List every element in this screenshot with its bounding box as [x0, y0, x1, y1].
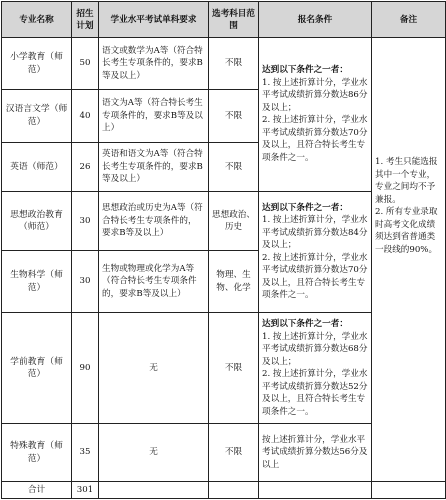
quota-value: 90	[72, 312, 99, 424]
condition-item: 1. 按上述折算计分，学业水平考试成绩折算分数达68分及以上；	[262, 331, 368, 367]
empty-cell	[259, 481, 372, 498]
header-major: 专业名称	[2, 2, 72, 38]
conditions-group-2	[259, 191, 372, 312]
header-subject-range: 选考科目范围	[209, 2, 259, 38]
major-name: 小学教育（师范）	[2, 38, 72, 90]
subject-range: 不限	[209, 38, 259, 90]
subject-range: 不限	[209, 142, 259, 191]
subject-range: 思想政治、历史	[209, 191, 259, 250]
condition-item: 2. 按上述折算计分，学业水平考试成绩折算分数达70分及以上，且符合特长考生专项条件之一。	[262, 252, 368, 301]
major-name: 思想政治教育（师范）	[2, 191, 72, 250]
major-name: 特殊教育（师范）	[2, 424, 72, 481]
quota-value: 50	[72, 38, 99, 90]
conditions-heading: 达到以下条件之一者：	[262, 319, 348, 330]
table-row	[2, 38, 446, 90]
quota-value: 35	[72, 424, 99, 481]
conditions-group-3	[259, 312, 372, 424]
total-value: 301	[72, 481, 99, 498]
remark-cell	[372, 38, 446, 482]
total-label: 合计	[2, 481, 72, 498]
subject-range: 不限	[209, 424, 259, 481]
header-level-requirement: 学业水平考试单科要求	[99, 2, 209, 38]
major-name: 学前教育（师范）	[2, 312, 72, 424]
level-requirement: 生物或物理或化学为A等（符合特长考生专项条件的，要求B等及以上）	[99, 251, 209, 312]
remark-item: 2. 所有专业录取时高考文化成绩须达到省普通类一段线的90%。	[375, 207, 438, 255]
condition-item: 1. 按上述折算计分，学业水平考试成绩折算分数达86分及以上；	[262, 77, 368, 113]
header-row	[2, 2, 446, 38]
level-requirement: 思想政治或历史为A等（符合特长考生专项条件的，要求B等及以上）	[99, 191, 209, 250]
major-name: 汉语言文学（师范）	[2, 90, 72, 142]
remark-item: 1. 考生只能选报其中一个专业，专业之间均不予兼报。	[375, 157, 438, 205]
total-row	[2, 481, 446, 498]
major-name: 生物科学（师范）	[2, 251, 72, 312]
conditions-group-1	[259, 38, 372, 192]
quota-value: 30	[72, 191, 99, 250]
subject-range: 不限	[209, 312, 259, 424]
header-remark: 备注	[372, 2, 446, 38]
header-conditions: 报名条件	[259, 2, 372, 38]
conditions-group-4: 按上述折算计分，学业水平考试成绩折算分数达56分及以上	[259, 424, 372, 481]
level-requirement: 语文或数学为A等（符合特长考生专项条件的，要求B等及以上）	[99, 38, 209, 90]
header-quota: 招生计划	[72, 2, 99, 38]
level-requirement: 无	[99, 312, 209, 424]
quota-value: 26	[72, 142, 99, 191]
quota-value: 40	[72, 90, 99, 142]
major-name: 英语（师范）	[2, 142, 72, 191]
empty-cell	[209, 481, 259, 498]
conditions-heading: 达到以下条件之一者：	[262, 65, 348, 76]
condition-item: 2. 按上述折算计分，学业水平考试成绩折算分数达70分及以上，且符合特长考生专项条件之一。	[262, 115, 368, 163]
empty-cell	[372, 481, 446, 498]
conditions-heading: 达到以下条件之一者：	[262, 202, 348, 213]
level-requirement: 无	[99, 424, 209, 481]
subject-range: 物理、生物、化学	[209, 251, 259, 312]
condition-item: 2. 按上述折算计分，学业水平考试成绩折算分数达52分及以上，且符合特长考生专项条件之一。	[262, 369, 368, 417]
admissions-table	[1, 1, 446, 499]
quota-value: 30	[72, 251, 99, 312]
subject-range: 不限	[209, 90, 259, 142]
condition-item: 1. 按上述折算计分，学业水平考试成绩折算分数达84分及以上；	[262, 215, 368, 251]
level-requirement: 语文为A等（符合特长考生专项条件的，要求B等及以上）	[99, 90, 209, 142]
empty-cell	[99, 481, 209, 498]
level-requirement: 英语和语文为A等（符合特长考生专项条件的，要求B等及以上）	[99, 142, 209, 191]
